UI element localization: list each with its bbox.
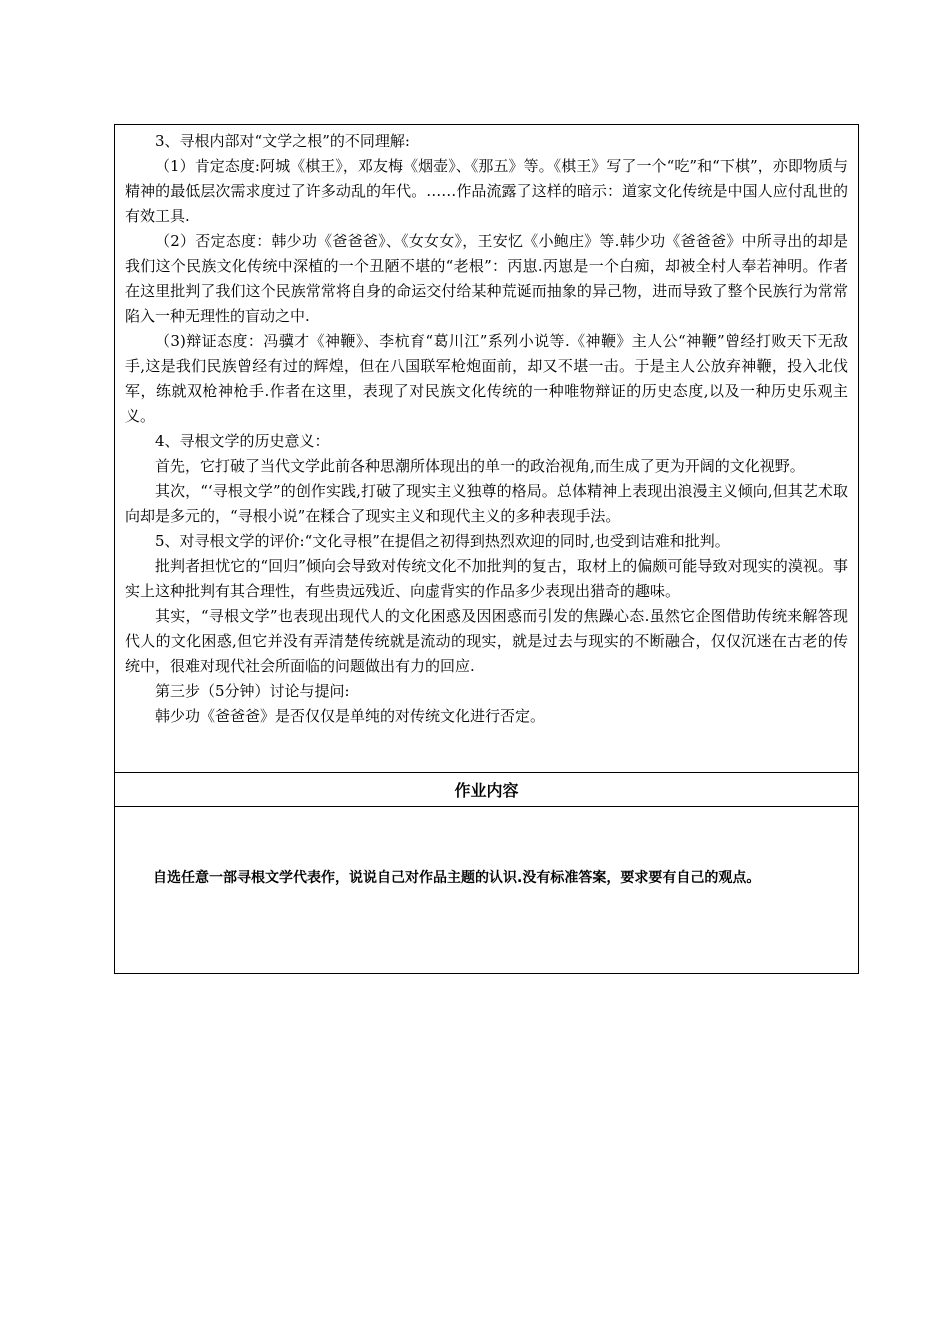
paragraph: 批判者担忧它的“回归”倾向会导致对传统文化不加批判的复古，取材上的偏颇可能导致对现实的漠视。事实上这种批判有其合理性，有些贵远残近、向虚背实的作品多少表现出猎奇的趣味。 — [125, 557, 848, 600]
paragraph: 3、寻根内部对“文学之根”的不同理解: — [155, 132, 410, 150]
paragraph: 4、寻根文学的历史意义： — [155, 432, 330, 450]
homework-text: 自选任意一部寻根文学代表作，说说自己对作品主题的认识.没有标准答案，要求要有自己的观点。 — [153, 870, 761, 886]
lesson-content-cell — [115, 125, 858, 773]
homework-cell — [115, 807, 858, 973]
paragraph: 首先，它打破了当代文学此前各种思潮所体现出的单一的政治视角,而生成了更为开阔的文化视野。 — [155, 457, 805, 475]
paragraph: 5、对寻根文学的评价:“文化寻根”在提倡之初得到热烈欢迎的同时,也受到诘难和批判。 — [155, 532, 730, 550]
paragraph: （1）肯定态度:阿城《棋王》，邓友梅《烟壶》、《那五》等。《棋王》写了一个“吃”和“下棋”，亦即物质与精神的最低层次需求度过了许多动乱的年代。……作品流露了这样的暗示：道家文化传统是中国人应付乱世的有效工具. — [125, 157, 848, 225]
paragraph: （3)辩证态度：冯骥才《神鞭》、李杭育“葛川江”系列小说等.《神鞭》主人公“神鞭”曾经打败天下无敌手,这是我们民族曾经有过的辉煌，但在八国联军枪炮面前，却又不堪一击。于是主人公放弃神鞭，投入北伐军，练就双枪神枪手.作者在这里，表现了对民族文化传统的一种唯物辩证的历史态度,以及一种历史乐观主义。 — [125, 332, 848, 425]
paragraph: 其次，“‘寻根文学”的创作实践,打破了现实主义独尊的格局。总体精神上表现出浪漫主义倾向,但其艺术取向却是多元的，“寻根小说”在糅合了现实主义和现代主义的多种表现手法。 — [125, 482, 848, 525]
paragraph: 韩少功《爸爸爸》是否仅仅是单纯的对传统文化进行否定。 — [155, 707, 546, 725]
homework-heading: 作业内容 — [115, 773, 858, 807]
paragraph: 其实，“寻根文学”也表现出现代人的文化困惑及因困惑而引发的焦躁心态.虽然它企图借助传统来解答现代人的文化困惑,但它并没有弄清楚传统就是流动的现实，就是过去与现实的不断融合，仅仅沉迷在古老的传统中，很难对现代社会所面临的问题做出有力的回应. — [125, 607, 848, 675]
paragraph: 第三步（5分钟）讨论与提问: — [155, 682, 350, 700]
lesson-table — [114, 124, 859, 974]
paragraph: （2）否定态度：韩少功《爸爸爸》、《女女女》，王安忆《小鲍庄》等.韩少功《爸爸爸》中所寻出的却是我们这个民族文化传统中深植的一个丑陋不堪的“老根”：丙崽.丙崽是一个白痴，却被全村人奉若神明。作者在这里批判了我们这个民族常常将自身的命运交付给某种荒诞而抽象的异己物，进而导致了整个民族行为常常陷入一种无理性的盲动之中. — [125, 232, 848, 325]
